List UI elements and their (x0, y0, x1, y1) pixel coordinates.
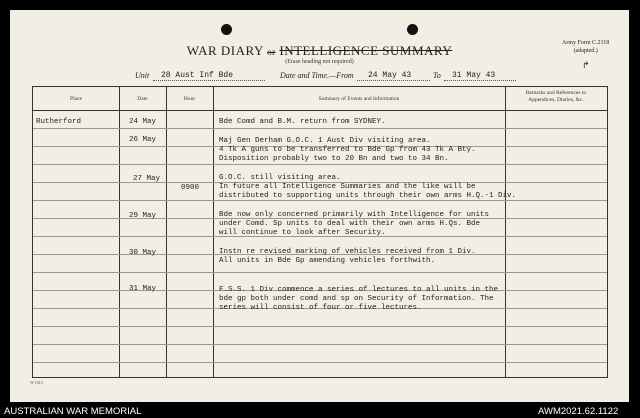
handwritten-mark: ↱ (582, 60, 590, 70)
entry-text-line: F.S.S. 1 Div commence a series of lectures to all units in the (219, 286, 499, 294)
title-main: WAR DIARY (186, 43, 264, 58)
unit-label: Unit (135, 71, 150, 80)
entry-place: Rutherford (36, 118, 82, 126)
entry-text-line: series will consist of four or five lectures. (219, 304, 422, 312)
row-rule (33, 326, 607, 327)
col-header-remarks (505, 90, 607, 104)
diary-table (32, 86, 608, 378)
column-divider (119, 87, 120, 377)
page-title (10, 43, 629, 59)
form-number-text: Army Form C.2118 (562, 40, 610, 46)
title-or: or (267, 47, 276, 57)
entry-text-line: Maj Gen Derham G.O.C. 1 Aust Div visiting area. (219, 137, 431, 145)
entry-text-line: Instn re revised marking of vehicles received from 1 Div. (219, 248, 476, 256)
date-to-dotline (444, 80, 516, 81)
column-divider (505, 87, 506, 377)
punch-hole (221, 24, 232, 35)
entry-text-line: 4 Tk A guns to be transferred to Bde Gp from 43 Tk A Bty. (219, 146, 476, 154)
entry-text-line: bde gp both under comd and sp on Security of Information. The (219, 295, 494, 303)
entry-date: 26 May (129, 136, 157, 144)
entry-date: 24 May (129, 118, 157, 126)
credit-institution: AUSTRALIAN WAR MEMORIAL (4, 406, 142, 417)
col-header-hour: Hour (183, 96, 196, 102)
entry-hour: 0900 (181, 184, 200, 192)
entry-text-line: Bde now only concerned primarily with Intelligence for units (219, 211, 490, 219)
row-rule (33, 128, 607, 129)
to-label: To (433, 71, 441, 80)
entry-text-line: Disposition probably two to 20 Bn and two to 34 Bn. (219, 155, 449, 163)
column-divider (166, 87, 167, 377)
col-header-date: Date (137, 96, 148, 102)
punch-hole (407, 24, 418, 35)
title-struck: INTELLIGENCE SUMMARY (279, 43, 453, 58)
row-rule (33, 164, 607, 165)
row-rule (33, 362, 607, 363)
date-to: 31 May 43 (452, 71, 496, 80)
header-rule (33, 110, 607, 111)
unit-value: 28 Aust Inf Bde (161, 71, 234, 80)
row-rule (33, 344, 607, 345)
column-divider (213, 87, 214, 377)
entry-text-line: G.O.C. still visiting area. (219, 174, 341, 182)
col-header-remarks-line: Remarks and References to (525, 90, 587, 96)
date-from-dotline (357, 80, 430, 81)
col-header-place: Place (70, 96, 82, 102)
entry-text-line: distributed to supporting units through their own arms H.Q.-1 Div. (219, 192, 517, 200)
col-header-remarks-line: Appendices, Diaries, &c. (528, 97, 584, 103)
entry-text-line: In future all Intelligence Summaries and the like will be (219, 183, 476, 191)
entry-date: 30 May (129, 249, 157, 257)
date-from: 24 May 43 (368, 71, 412, 80)
row-rule (33, 272, 607, 273)
form-number (562, 39, 609, 55)
unit-dotline (153, 80, 265, 81)
entry-text-line: Bde Comd and B.M. return from SYDNEY. (219, 118, 386, 126)
credit-accession: AWM2021.62.1122 (538, 406, 619, 417)
entry-date: 31 May (129, 285, 157, 293)
entry-date: 29 May (129, 212, 157, 220)
print-code: W 1015 (30, 380, 43, 385)
col-header-summary: Summary of Events and Information (318, 96, 400, 102)
title-note: (Erase heading not required) (285, 59, 354, 65)
entry-text-line: All units in Bde Gp amending vehicles forthwith. (219, 257, 436, 265)
diary-page (10, 10, 629, 402)
entry-date: 27 May (133, 175, 161, 183)
date-label: Date and Time.—From (280, 71, 354, 80)
form-adapted-text: (adapted.) (573, 48, 598, 54)
entry-text-line: will continue to look after Security. (219, 229, 386, 237)
entry-text-line: under Comd. Sp units to deal with their own arms H.Qs. Bde (219, 220, 481, 228)
